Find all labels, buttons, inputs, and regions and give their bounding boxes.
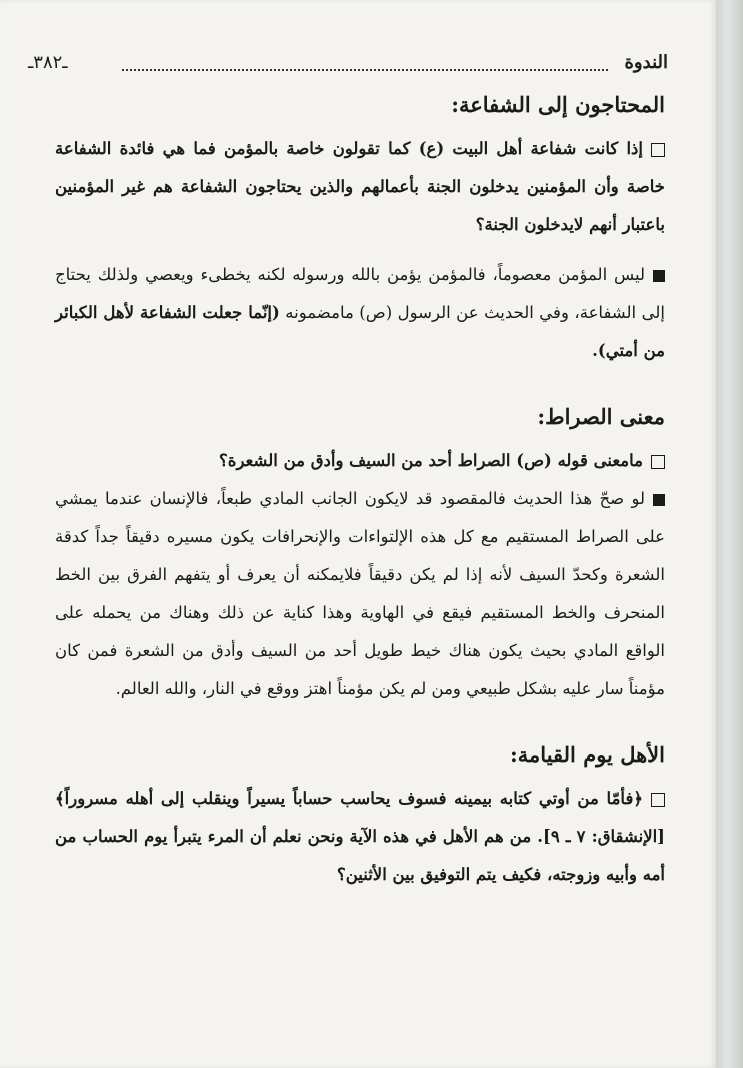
section-heading: معنى الصراط:	[537, 404, 665, 429]
page-header	[28, 52, 668, 82]
answer-paragraph	[55, 256, 665, 370]
running-title: الندوة	[624, 52, 668, 73]
hollow-square-icon	[651, 793, 665, 807]
page-number: ـ٣٨٢ـ	[28, 52, 68, 73]
hollow-square-icon	[651, 455, 665, 469]
header-dotted-rule	[122, 69, 608, 71]
filled-square-icon	[653, 270, 665, 282]
filled-square-icon	[653, 494, 665, 506]
answer-text: لو صحّ هذا الحديث فالمقصود قد لايكون الجانب المادي طبعاً، فالإنسان عندما يمشي على الصراط المستقيم مع كل هذه الإلتواءات والإنحرافات يكون مسيره دقيقاً جداً كدقة الشعرة وكحدّ السيف لأنه إذا لم يكن دقيقاً فلايمكنه أن يعرف أو يتفهم الفرق بين الخط المنحرف والخط المستقيم فيقع في الهاوية وهذا كناية عن ذلك وهناك من يحمله على الواقع المادي بحيث يكون هناك خيط طويل أحد من السيف وأدق من الشعرة فمن كان مؤمناً سار عليه بشكل طبيعي ومن لم يكن مؤمناً اهتز ووقع في النار، والله العالم.	[55, 489, 665, 698]
section-heading: الأهل يوم القيامة:	[510, 742, 665, 767]
section-heading: المحتاجون إلى الشفاعة:	[451, 92, 665, 117]
answer-text: ليس المؤمن معصوماً، فالمؤمن يؤمن بالله ورسوله لكنه يخطىء ويعصي ولذلك يحتاج إلى الشفاعة، وفي الحديث عن الرسول (ص) مامضمونه	[55, 265, 665, 322]
question-paragraph	[55, 442, 665, 480]
answer-quote: (إنّما جعلت الشفاعة لأهل الكبائر من أمتي).	[55, 303, 665, 360]
question-text: ﴿فأمّا من أوتي كتابه بيمينه فسوف يحاسب حساباً يسيراً وينقلب إلى أهله مسروراً﴾ [الإنشقاق: ٧ ـ ٩]. من هم الأهل في هذه الآية ونحن نعلم أن المرء يتبرأ يوم الحساب من أمه وأبيه وزوجته، فكيف يتم التوفيق بين الأثنين؟	[55, 789, 665, 884]
page-edge	[716, 0, 743, 1068]
question-paragraph	[55, 780, 665, 894]
question-text: مامعنى قوله (ص) الصراط أحد من السيف وأدق من الشعرة؟	[219, 451, 643, 470]
question-text: إذا كانت شفاعة أهل البيت (ع) كما تقولون خاصة بالمؤمن فما هي فائدة الشفاعة خاصة وأن المؤمنين يدخلون الجنة بأعمالهم والذين يحتاجون الشفاعة هم غير المؤمنين باعتبار أنهم لايدخلون الجنة؟	[55, 139, 665, 234]
hollow-square-icon	[651, 143, 665, 157]
answer-paragraph	[55, 480, 665, 708]
page-content	[55, 88, 665, 894]
question-paragraph	[55, 130, 665, 244]
